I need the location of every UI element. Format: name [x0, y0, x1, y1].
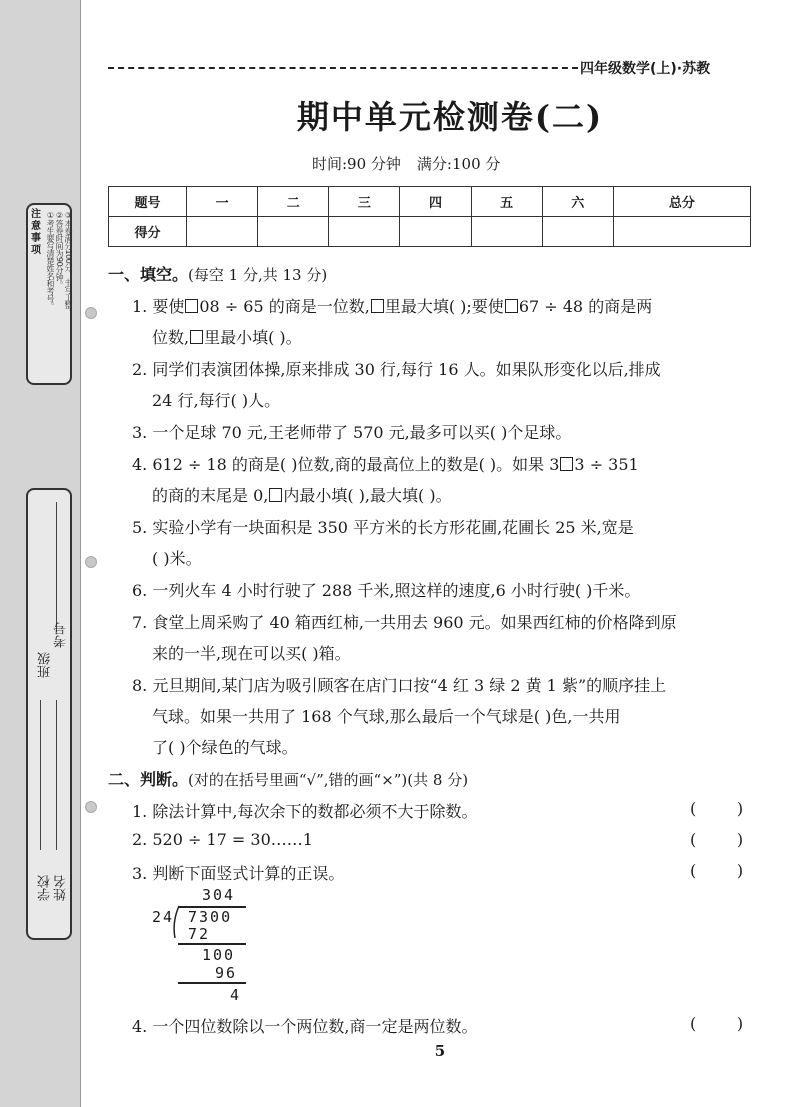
- punch-hole-icon: [85, 556, 97, 568]
- table-cell: 三: [329, 187, 400, 217]
- ld-step-2: 100: [202, 946, 236, 964]
- binding-strip-edge: [80, 0, 81, 1107]
- answer-paren[interactable]: ( ): [690, 861, 744, 880]
- notice-title: [31, 209, 45, 379]
- book-tag: 四年级数学(上)·苏教: [580, 61, 711, 77]
- exam-no-label: 考号: [54, 622, 69, 648]
- question-7-line-2: 来的一半,现在可以买( )箱。: [152, 644, 351, 663]
- section1-note: (每空 1 分,共 13 分): [188, 266, 328, 284]
- exam-full-score: 满分:100 分: [416, 155, 501, 173]
- ld-dividend: 7300: [188, 908, 233, 926]
- score-input-cell[interactable]: [329, 217, 400, 247]
- question-5-line-2: ( )米。: [152, 549, 202, 568]
- table-cell: 六: [542, 187, 613, 217]
- exam-time: 时间:90 分钟: [312, 155, 401, 173]
- page-number: 5: [434, 1042, 446, 1060]
- question-2-line-2: 24 行,每行( )人。: [152, 391, 281, 410]
- notice-title-char: 事: [31, 233, 41, 244]
- q1-text: 里最大填( );要使: [384, 297, 504, 316]
- notice-title-char: 意: [31, 221, 41, 232]
- punch-hole-icon: [85, 801, 97, 813]
- blank-square-icon: [269, 488, 282, 502]
- section1-heading-line: [108, 262, 327, 285]
- q1-text: 里最小填( )。: [204, 328, 302, 347]
- answer-paren[interactable]: ( ): [690, 799, 744, 818]
- score-input-cell[interactable]: [258, 217, 329, 247]
- question-4-line-2: [152, 483, 452, 506]
- ld-remainder: 4: [230, 986, 242, 1004]
- question-2-line-1: 2. 同学们表演团体操,原来排成 30 行,每行 16 人。如果队形变化以后,排成: [132, 360, 661, 379]
- table-cell: 五: [471, 187, 542, 217]
- q1-text: 67 ÷ 48 的商是两: [518, 297, 653, 316]
- question-1-line-1: [132, 294, 652, 317]
- question-8-line-1: 8. 元旦期间,某门店为吸引顾客在店门口按“4 红 3 绿 2 黄 1 紫”的顺序挂上: [132, 676, 667, 695]
- notice-title-char: 注: [31, 209, 41, 220]
- blank-square-icon: [505, 299, 518, 313]
- name-label: 姓名: [54, 875, 69, 901]
- notice-line: ③本卷满分100分，书写工整。: [64, 211, 73, 316]
- judge-question-2: 2. 520 ÷ 17 = 30……1: [132, 830, 313, 849]
- q4-text: 内最小填( ),最大填( )。: [283, 486, 452, 505]
- answer-paren[interactable]: ( ): [690, 830, 744, 849]
- school-label: 学校: [38, 875, 53, 901]
- question-8-line-2: 气球。如果一共用了 168 个气球,那么最后一个气球是( )色,一共用: [152, 707, 621, 726]
- notice-line: ①考生要写清楚姓名和考号。: [46, 211, 55, 310]
- header-dash-line: [108, 67, 578, 69]
- exam-info: [312, 153, 516, 174]
- ld-divisor: 24: [152, 908, 175, 926]
- table-cell: 二: [258, 187, 329, 217]
- score-table-score-row: [109, 217, 751, 247]
- section1-heading: 一、填空。: [108, 265, 189, 284]
- ld-quotient: 304: [202, 886, 236, 904]
- question-3: 3. 一个足球 70 元,王老师带了 570 元,最多可以买( )个足球。: [132, 423, 572, 442]
- blank-square-icon: [371, 299, 384, 313]
- table-cell: 一: [187, 187, 258, 217]
- student-info-box: [26, 488, 72, 940]
- q4-text: 3 ÷ 351: [574, 455, 639, 474]
- q4-text: 的商的末尾是 0,: [152, 486, 269, 505]
- table-cell: 题号: [109, 187, 187, 217]
- judge-question-4: 4. 一个四位数除以一个两位数,商一定是两位数。: [132, 1017, 478, 1036]
- fill-line: [56, 502, 57, 632]
- question-1-line-2: [152, 325, 302, 348]
- q1-text: 位数,: [152, 328, 190, 347]
- judge-question-1: 1. 除法计算中,每次余下的数都必须不大于除数。: [132, 802, 478, 821]
- table-cell: 得分: [109, 217, 187, 247]
- score-input-cell[interactable]: [400, 217, 471, 247]
- question-7-line-1: 7. 食堂上周采购了 40 箱西红柿,一共用去 960 元。如果西红柿的价格降到原: [132, 613, 677, 632]
- section2-heading-line: [108, 767, 468, 790]
- answer-paren[interactable]: ( ): [690, 1014, 744, 1033]
- notice-line: ②答卷时间为90分钟。: [55, 211, 64, 289]
- score-input-cell[interactable]: [471, 217, 542, 247]
- question-8-line-3: 了( )个绿色的气球。: [152, 738, 298, 757]
- fill-line: [40, 700, 41, 850]
- blank-square-icon: [190, 330, 203, 344]
- notice-lines: [46, 211, 73, 377]
- table-cell: 总分: [613, 187, 750, 217]
- q1-text: 1. 要使: [132, 297, 185, 316]
- class-label: 班级: [38, 652, 53, 678]
- page-title: 期中单元检测卷(二): [296, 98, 604, 136]
- notice-box: [26, 203, 72, 385]
- punch-hole-icon: [85, 307, 97, 319]
- q4-text: 4. 612 ÷ 18 的商是( )位数,商的最高位上的数是( )。如果 3: [132, 455, 560, 474]
- section2-note: (对的在括号里画“√”,错的画“×”)(共 8 分): [188, 771, 469, 789]
- question-6: 6. 一列火车 4 小时行驶了 288 千米,照这样的速度,6 小时行驶( )千米。: [132, 581, 641, 600]
- ld-step-1: 72: [188, 925, 211, 943]
- score-table: [108, 186, 751, 247]
- table-cell: 四: [400, 187, 471, 217]
- blank-square-icon: [560, 457, 573, 471]
- fill-line: [56, 700, 57, 850]
- notice-title-char: 项: [31, 245, 41, 256]
- judge-question-3: 3. 判断下面竖式计算的正误。: [132, 864, 345, 883]
- score-input-cell[interactable]: [187, 217, 258, 247]
- score-input-cell[interactable]: [542, 217, 613, 247]
- question-5-line-1: 5. 实验小学有一块面积是 350 平方米的长方形花圃,花圃长 25 米,宽是: [132, 518, 634, 537]
- ld-bar: [178, 982, 246, 984]
- ld-bar: [178, 943, 246, 945]
- ld-step-3: 96: [215, 964, 238, 982]
- question-4-line-1: [132, 452, 639, 475]
- score-table-header-row: [109, 187, 751, 217]
- score-input-cell[interactable]: [613, 217, 750, 247]
- blank-square-icon: [185, 299, 198, 313]
- q1-text: 08 ÷ 65 的商是一位数,: [199, 297, 370, 316]
- section2-heading: 二、判断。: [108, 770, 189, 789]
